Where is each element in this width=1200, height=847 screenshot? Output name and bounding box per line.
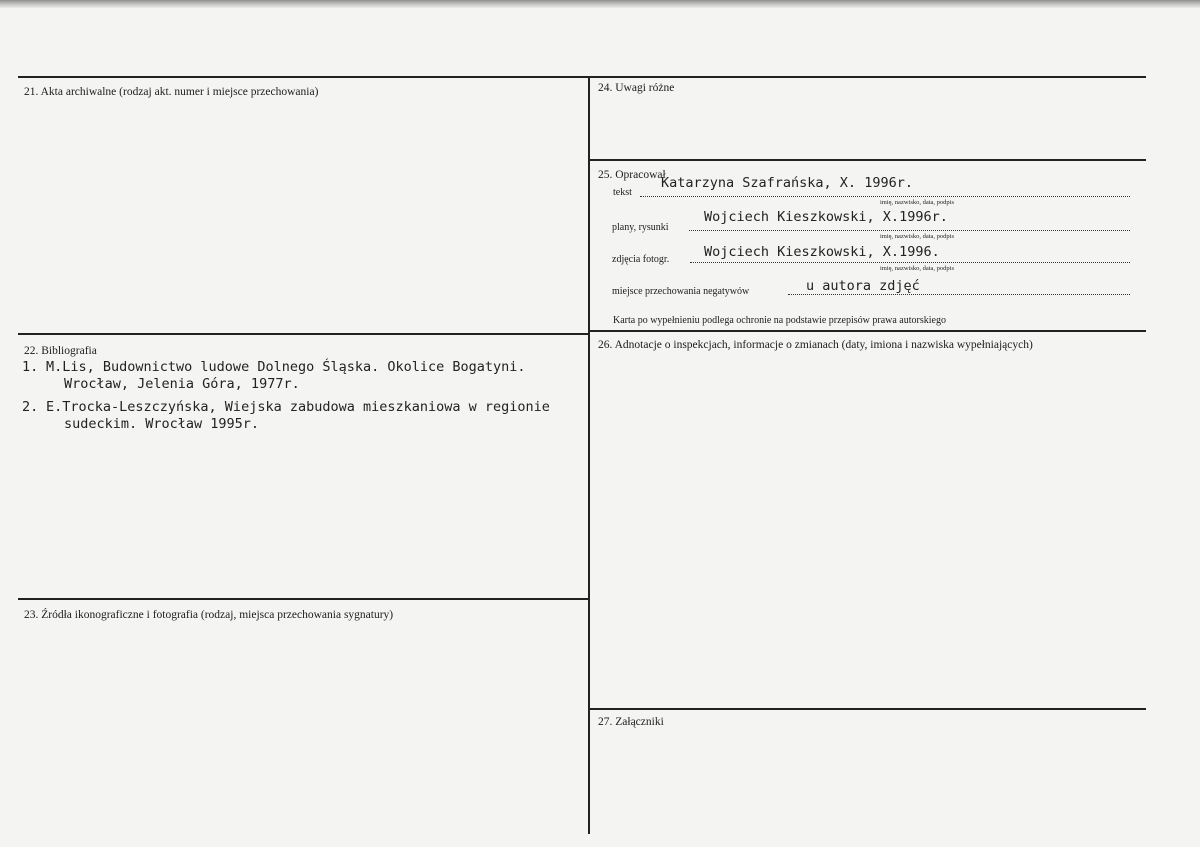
plany-hint: imię, nazwisko, data, podpis [880, 233, 955, 240]
negatywy-dotted-line [788, 294, 1130, 295]
section-23-title: 23. Źródła ikonograficzne i fotografia (rodzaj, miejsca przechowania sygnatury) [24, 609, 394, 621]
plany-label: plany, rysunki [612, 222, 669, 233]
plany-dotted-line [689, 230, 1130, 231]
bibliography-item-line: E.Trocka-Leszczyńska, Wiejska zabudowa mieszkaniowa w regionie [46, 399, 550, 415]
copyright-note: Karta po wypełnieniu podlega ochronie na podstawie przepisów prawa autorskiego [613, 315, 946, 326]
rule-26-27 [588, 708, 1146, 710]
tekst-label: tekst [613, 187, 632, 198]
bibliography-item-number: 1. [22, 359, 39, 375]
bibliography-item-number: 2. [22, 399, 39, 415]
center-divider [588, 76, 590, 834]
section-24-title: 24. Uwagi różne [598, 82, 675, 94]
rule-22-23 [18, 598, 588, 600]
tekst-value: Katarzyna Szafrańska, X. 1996r. [661, 175, 913, 191]
top-rule [18, 76, 1146, 78]
rule-24-25 [588, 159, 1146, 161]
plany-value: Wojciech Kieszkowski, X.1996r. [704, 209, 948, 225]
section-27-title: 27. Załączniki [598, 716, 664, 728]
bibliography-item-line: sudeckim. Wrocław 1995r. [64, 416, 260, 432]
zdjecia-label: zdjęcia fotogr. [612, 254, 670, 265]
negatywy-value: u autora zdjęć [806, 278, 920, 294]
section-26-title: 26. Adnotacje o inspekcjach, informacje o zmianach (daty, imiona i nazwiska wypełniających) [598, 339, 1033, 351]
section-21-title: 21. Akta archiwalne (rodzaj akt. numer i miejsce przechowania) [24, 86, 319, 98]
tekst-dotted-line [640, 196, 1130, 197]
bibliography-item-line: Wrocław, Jelenia Góra, 1977r. [64, 376, 300, 392]
zdjecia-value: Wojciech Kieszkowski, X.1996. [704, 244, 940, 260]
section-25-title: 25. Opracował [598, 169, 666, 181]
rule-21-22 [18, 333, 588, 335]
rule-25-26 [588, 330, 1146, 332]
tekst-hint: imię, nazwisko, data, podpis [880, 199, 955, 206]
zdjecia-hint: imię, nazwisko, data, podpis [880, 265, 955, 272]
negatywy-label: miejsce przechowania negatywów [612, 286, 750, 297]
section-22-title: 22. Bibliografia [24, 345, 97, 357]
bibliography-item-line: M.Lis, Budownictwo ludowe Dolnego Śląska. Okolice Bogatyni. [46, 359, 526, 375]
zdjecia-dotted-line [690, 262, 1130, 263]
